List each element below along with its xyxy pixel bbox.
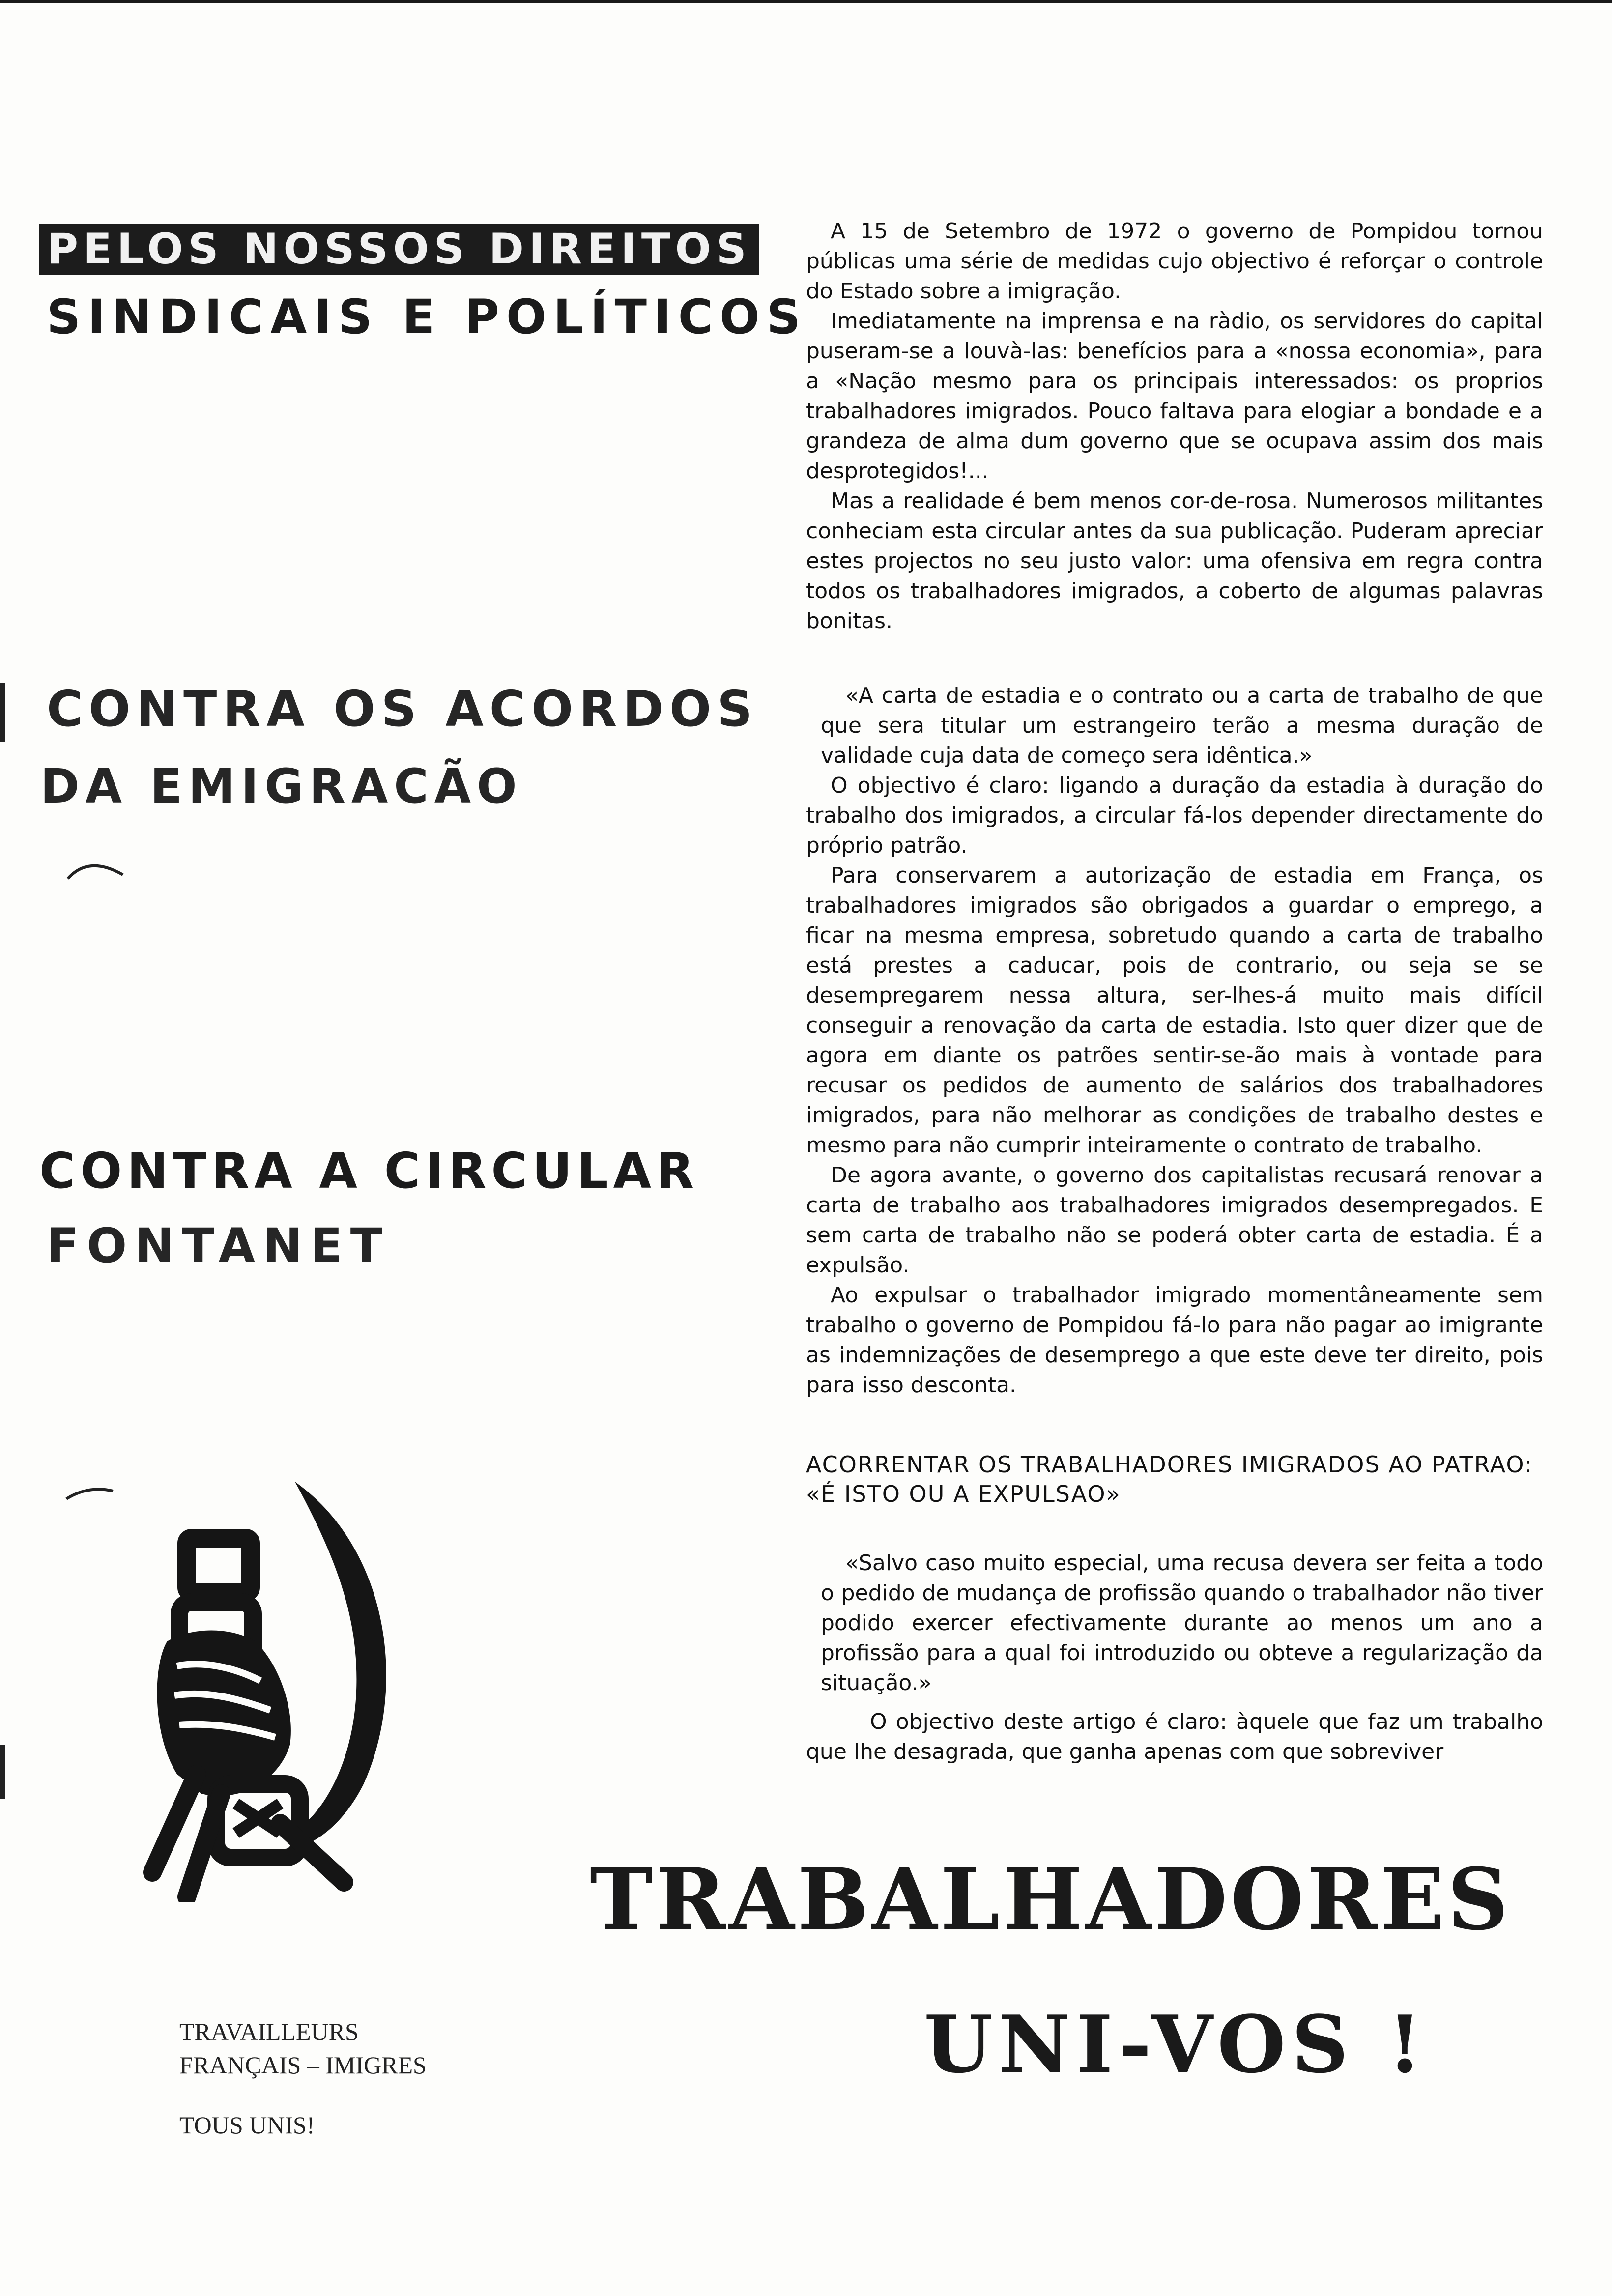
sickle-icon (295, 1482, 386, 1843)
decorative-arc (64, 855, 133, 885)
article-block-profession (806, 1548, 1543, 1767)
paragraph: A 15 de Setembro de 1972 o governo de Pompidou tornou públicas uma série de medidas cujo objectivo é reforçar o controle do Estado sobre a imigração. (806, 219, 1543, 304)
headline-rights-line1: PELOS NOSSOS DIREITOS (39, 224, 759, 275)
paragraph: De agora avante, o governo dos capitalistas recusará renovar a carta de trabalho aos trabalhadores imigrados desempregados. E sem carta de trabalho não se poderá obter carta de estadia. É a expulsão. (806, 1163, 1543, 1278)
fist-chain-sickle-illustration (133, 1479, 408, 1902)
caption-line3: TOUS UNIS! (179, 2111, 315, 2139)
paragraph: Imediatamente na imprensa e na ràdio, os servidores do capital puseram-se a louvà-las: benefícios para a «nossa economia», para a «Nação mesmo para os principais interessados: os proprios trabalhadores imigrados. Pouco faltava para elogiar a bondade e a grandeza de alma dum governo que se ocupava assim dos mais desprotegidos!... (806, 309, 1543, 484)
left-margin-mark (0, 1745, 5, 1799)
headline-rights-line2: SINDICAIS E POLÍTICOS (47, 289, 807, 344)
paragraph: Para conservarem a autorização de estadia em França, os trabalhadores imigrados são obrigados a guardar o emprego, a ficar na mesma empresa, sobretudo quando a carta de trabalho está prestes a caducar, pois de contrario, ou seja se se desempregarem nessa altura, ser-lhes-á muito mais difícil conseguir a renovação da carta de estadia. Isto quer dizer que de agora em diante os patrões sentir-se-ão mais à vontade para recusar os pedidos de aumento de salários dos trabalhadores imigrados, para não melhorar as condições de trabalho destes e mesmo para não cumprir inteiramente o contrato de trabalho. (806, 863, 1543, 1158)
slogan-line1: TRABALHADORES (590, 1849, 1512, 1949)
quoted-regulation: «Salvo caso muito especial, uma recusa devera ser feita a todo o pedido de mudança de profissão quando o trabalhador não tiver podido exercer efectivamente durante ao menos um ano a profissão para a qual foi introduzido ou obteve a regularização da situação.» (821, 1550, 1543, 1695)
top-border-line (0, 0, 1612, 3)
caption-line2: FRANÇAIS – IMIGRES (179, 2051, 427, 2079)
decorative-arc (64, 1484, 118, 1504)
article-block-agreements (806, 681, 1543, 1400)
caption-line1: TRAVAILLEURS (179, 2018, 359, 2045)
slogan-line2: UNI-VOS ! (924, 1998, 1428, 2091)
fist-icon (157, 1631, 291, 1796)
headline-agreements-line1: CONTRA OS ACORDOS (47, 680, 759, 738)
headline-circular-line2: FONTANET (47, 1218, 391, 1273)
paragraph: Mas a realidade é bem menos cor-de-rosa. Numerosos militantes conheciam esta circular antes da sua publicação. Puderam apreciar estes projectos no seu justo valor: uma ofensiva em regra contra todos os trabalhadores imigrados, a coberto de algumas palavras bonitas. (806, 488, 1543, 633)
left-margin-mark (0, 683, 5, 742)
headline-agreements-line2: DA EMIGRACÃO (40, 759, 523, 814)
paragraph: Ao expulsar o trabalhador imigrado momentâneamente sem trabalho o governo de Pompidou fá-lo para não pagar ao imigrante as indemnizações de desemprego a que este deve ter direito, pois para isso desconta. (806, 1283, 1543, 1398)
paragraph: O objectivo deste artigo é claro: àquele que faz um trabalho que lhe desagrada, que ganha apenas com que sobreviver (806, 1709, 1543, 1764)
section-subheading: ACORRENTAR OS TRABALHADORES IMIGRADOS AO PATRAO: «É ISTO OU A EXPULSAO» (806, 1451, 1533, 1507)
headline-circular-line1: CONTRA A CIRCULAR (39, 1142, 699, 1200)
quoted-regulation: «A carta de estadia e o contrato ou a carta de trabalho de que que sera titular um estrangeiro terão a mesma duração de validade cuja data de começo sera idêntica.» (821, 683, 1543, 768)
paragraph: O objectivo é claro: ligando a duração da estadia à duração do trabalho dos imigrados, a circular fá-los depender directamente do próprio patrão. (806, 773, 1543, 858)
article-block-intro (806, 216, 1543, 636)
